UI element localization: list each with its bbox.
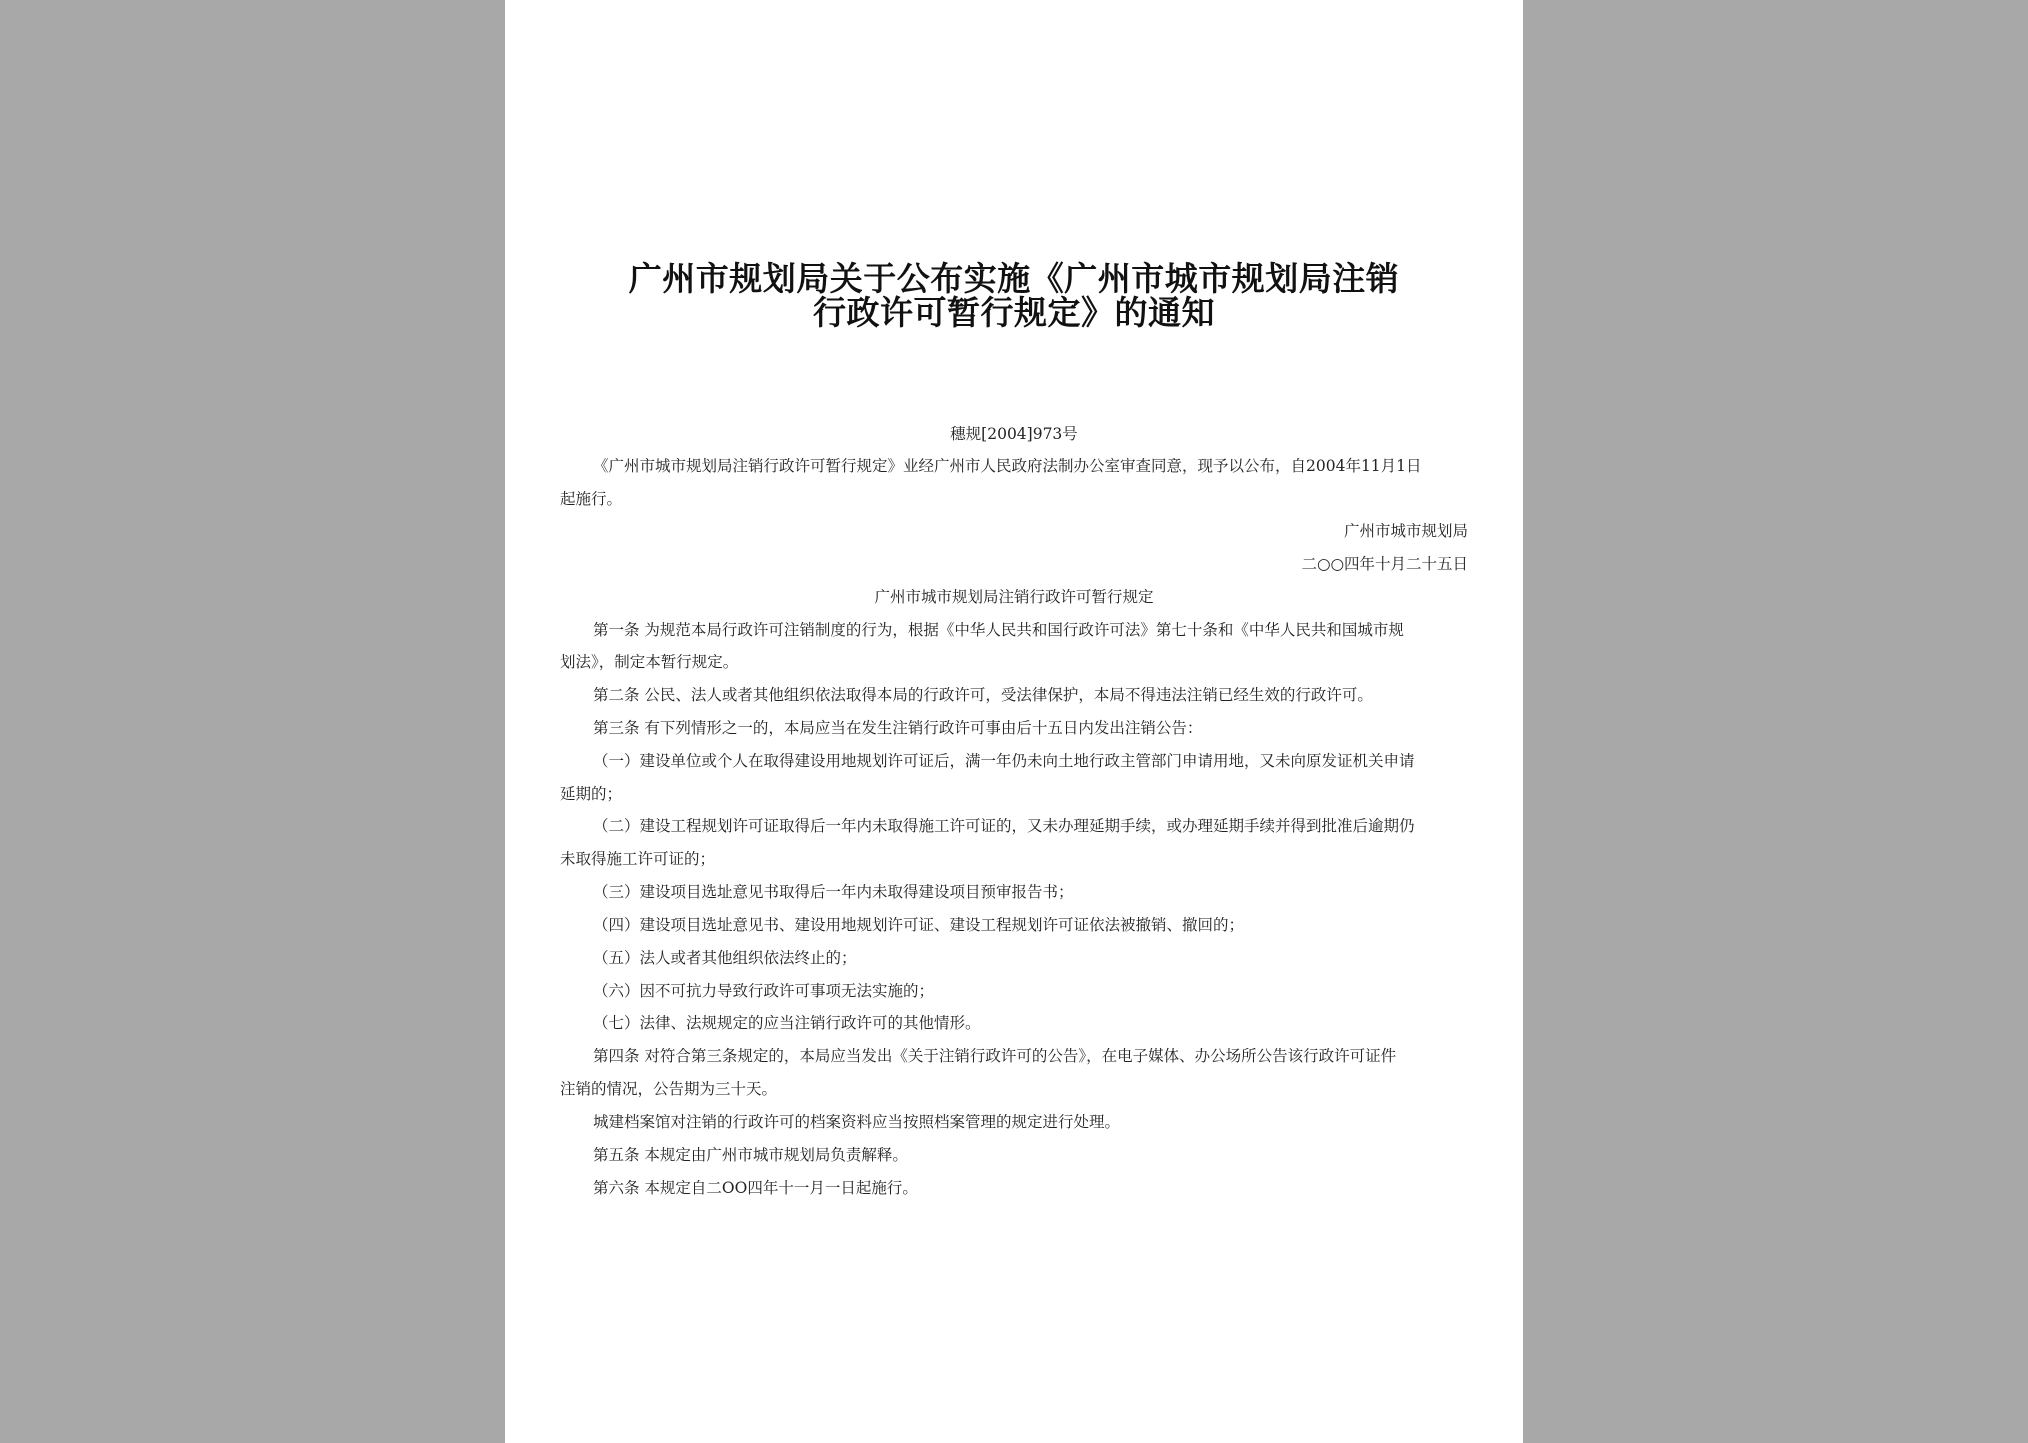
article-4-line-2: 注销的情况，公告期为三十天。 — [560, 1080, 778, 1098]
title-line-1: 广州市规划局关于公布实施《广州市城市规划局注销 — [628, 259, 1400, 298]
item-4: （四）建设项目选址意见书、建设用地规划许可证、建设工程规划许可证依法被撤销、撤回的； — [593, 916, 1245, 934]
title-line-2: 行政许可暂行规定》的通知 — [813, 293, 1215, 332]
regulation-title: 广州市城市规划局注销行政许可暂行规定 — [874, 588, 1154, 606]
doc-number: 穗规[2004]973号 — [950, 425, 1078, 443]
article-1-line-1: 第一条 为规范本局行政许可注销制度的行为，根据《中华人民共和国行政许可法》第七十条和《中华人民共和国城市规 — [593, 621, 1404, 639]
item-2-line-2: 未取得施工许可证的； — [560, 850, 716, 868]
item-5: （五）法人或者其他组织依法终止的； — [593, 949, 857, 967]
item-2-line-1: （二）建设工程规划许可证取得后一年内未取得施工许可证的，又未办理延期手续，或办理延期手续并得到批准后逾期仍 — [593, 817, 1415, 835]
intro-line-2: 起施行。 — [560, 490, 623, 508]
signature-org: 广州市城市规划局 — [1343, 522, 1468, 540]
item-7: （七）法律、法规规定的应当注销行政许可的其他情形。 — [593, 1014, 981, 1032]
article-3: 第三条 有下列情形之一的，本局应当在发生注销行政许可事由后十五日内发出注销公告： — [593, 719, 1203, 737]
signature-date: 二○○四年十月二十五日 — [1301, 555, 1468, 573]
document-page — [505, 0, 1523, 1443]
item-1-line-2: 延期的； — [560, 785, 623, 803]
article-6: 第六条 本规定自二OO四年十一月一日起施行。 — [593, 1179, 918, 1197]
article-4-archive: 城建档案馆对注销的行政许可的档案资料应当按照档案管理的规定进行处理。 — [593, 1113, 1121, 1131]
article-5: 第五条 本规定由广州市城市规划局负责解释。 — [593, 1146, 908, 1164]
article-4-line-1: 第四条 对符合第三条规定的，本局应当发出《关于注销行政许可的公告》，在电子媒体、办公场所公告该行政许可证件 — [593, 1047, 1397, 1065]
item-3: （三）建设项目选址意见书取得后一年内未取得建设项目预审报告书； — [593, 883, 1074, 901]
document-title — [505, 259, 1523, 332]
item-6: （六）因不可抗力导致行政许可事项无法实施的； — [593, 982, 935, 1000]
item-1-line-1: （一）建设单位或个人在取得建设用地规划许可证后，满一年仍未向土地行政主管部门申请用地，又未向原发证机关申请 — [593, 752, 1415, 770]
article-1-line-2: 划法》，制定本暂行规定。 — [560, 653, 739, 671]
intro-line-1: 《广州市城市规划局注销行政许可暂行规定》业经广州市人民政府法制办公室审查同意，现予以公布，自2004年11月1日 — [593, 457, 1422, 475]
article-2: 第二条 公民、法人或者其他组织依法取得本局的行政许可，受法律保护，本局不得违法注销已经生效的行政许可。 — [593, 686, 1373, 704]
